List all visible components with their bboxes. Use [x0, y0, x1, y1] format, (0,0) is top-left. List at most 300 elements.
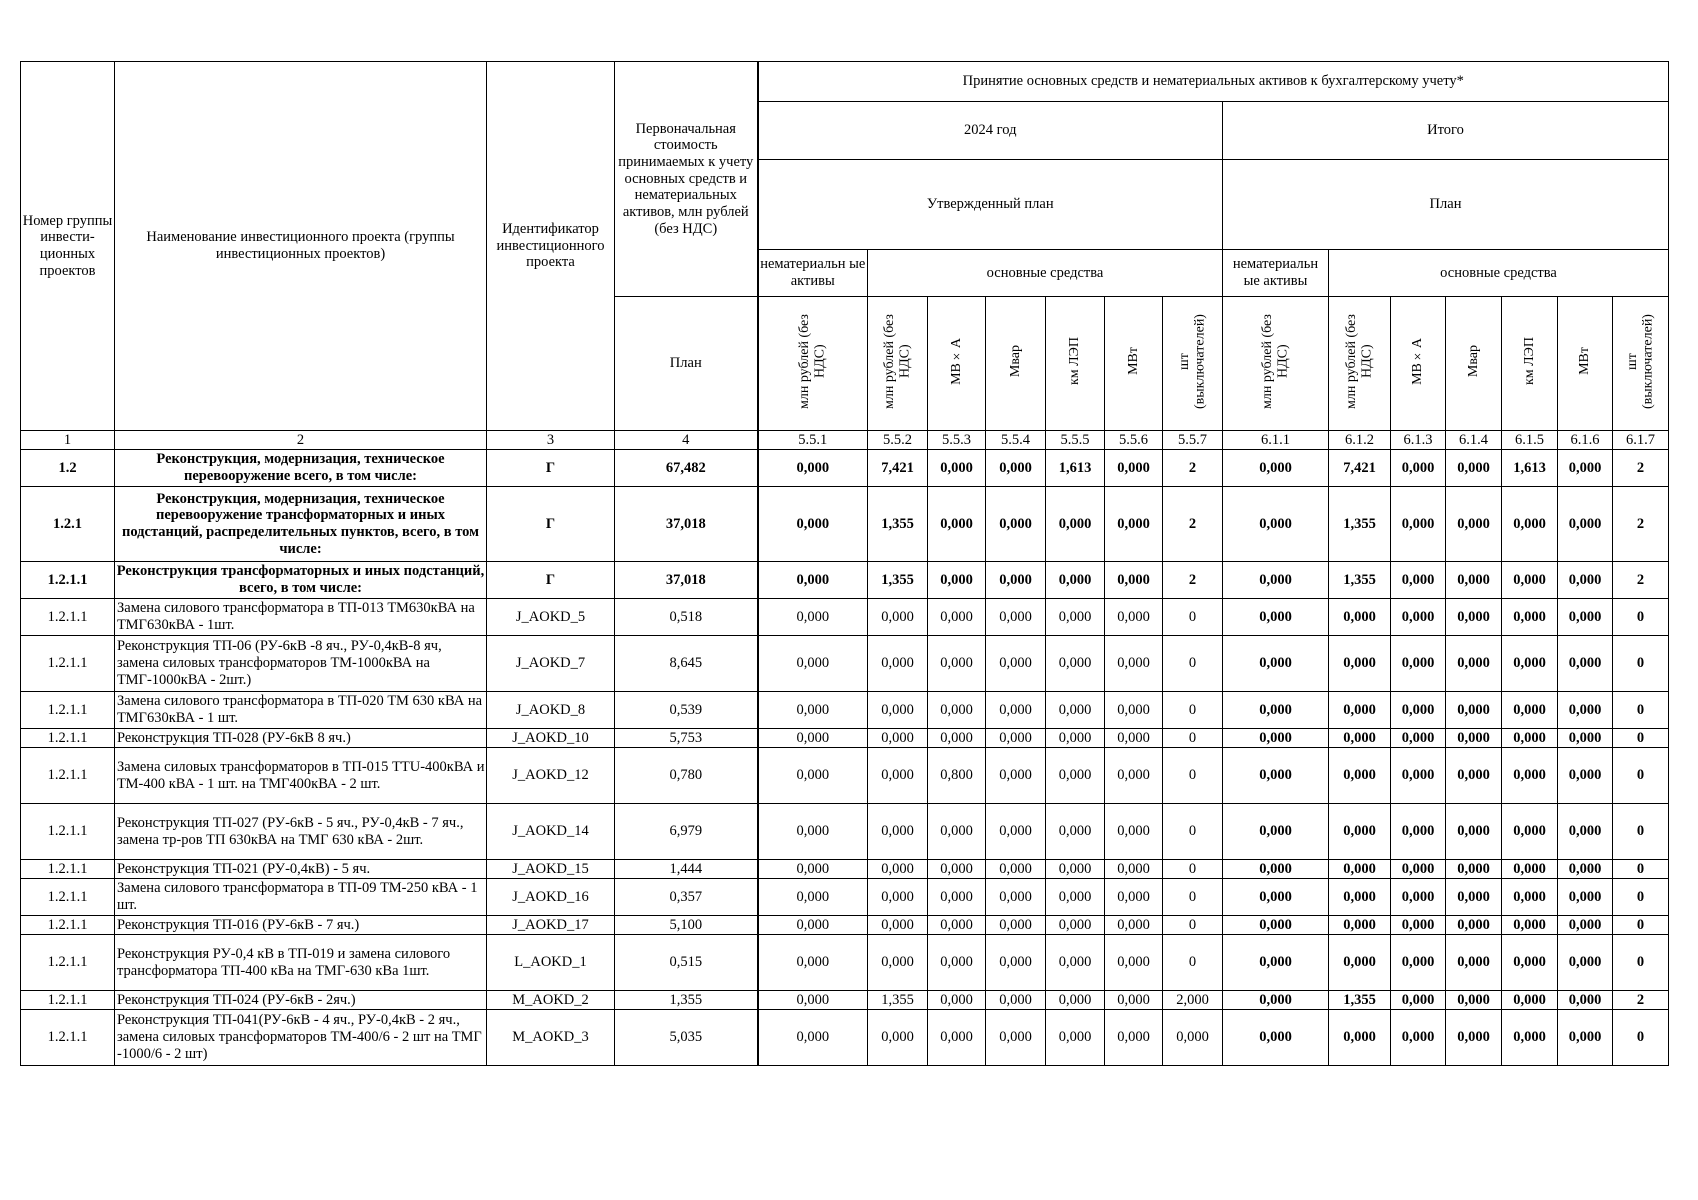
row-initial-cost: 5,100 [615, 916, 758, 935]
column-number: 6.1.3 [1391, 431, 1446, 450]
row-value: 0,000 [868, 916, 928, 935]
row-value: 0 [1613, 636, 1669, 692]
row-value: 0,000 [1223, 487, 1329, 562]
column-number: 3 [487, 431, 615, 450]
header-intangible-total: нематериальн ые активы [1223, 250, 1329, 297]
row-value: 0 [1613, 729, 1669, 748]
table-row [21, 748, 1669, 804]
row-value: 0,000 [986, 636, 1046, 692]
row-value: 0,000 [1329, 860, 1391, 879]
row-value: 0,000 [758, 879, 868, 916]
row-value: 0,000 [1446, 1010, 1502, 1066]
row-value: 1,355 [868, 487, 928, 562]
header-unit-cell [1446, 297, 1502, 431]
row-group-number: 1.2.1.1 [21, 562, 115, 599]
table-row [21, 860, 1669, 879]
row-value: 0,000 [928, 991, 986, 1010]
row-value: 0,000 [1046, 562, 1105, 599]
table-row [21, 916, 1669, 935]
table-row [21, 487, 1669, 562]
row-initial-cost: 5,035 [615, 1010, 758, 1066]
row-value: 0,000 [758, 562, 868, 599]
row-value: 0,000 [986, 487, 1046, 562]
column-number: 6.1.7 [1613, 431, 1669, 450]
row-value: 0,000 [1046, 935, 1105, 991]
row-value: 0,000 [928, 599, 986, 636]
header-plan: План [615, 297, 758, 431]
row-project-name: Реконструкция ТП-027 (РУ-6кВ - 5 яч., РУ-0,4кВ - 7 яч., замена тр-ров ТП 630кВА на ТМГ 630 кВА - 2шт. [115, 804, 487, 860]
row-value: 0 [1163, 935, 1223, 991]
row-value: 0 [1613, 935, 1669, 991]
row-value: 0,000 [986, 450, 1046, 487]
row-value: 0,000 [1446, 562, 1502, 599]
row-value: 0,000 [1046, 991, 1105, 1010]
row-identifier: M_AOKD_2 [487, 991, 615, 1010]
table-row [21, 692, 1669, 729]
row-project-name: Реконструкция ТП-021 (РУ-0,4кВ) - 5 яч. [115, 860, 487, 879]
header-unit-label: МВ×А [1410, 337, 1426, 385]
row-value: 0,000 [986, 692, 1046, 729]
row-value: 0 [1163, 636, 1223, 692]
row-value: 0,000 [758, 636, 868, 692]
row-value: 0,000 [986, 1010, 1046, 1066]
row-value: 0,000 [1105, 1010, 1163, 1066]
row-value: 0,000 [1329, 692, 1391, 729]
row-value: 0,000 [1105, 599, 1163, 636]
row-value: 0,000 [1223, 562, 1329, 599]
header-unit-label: км ЛЭП [1521, 337, 1537, 386]
row-value: 0,000 [1391, 748, 1446, 804]
row-value: 0,000 [758, 935, 868, 991]
row-project-name: Замена силовых трансформаторов в ТП-015 TTU-400кВА и ТМ-400 кВА - 1 шт. на ТМГ400кВА - 2 шт. [115, 748, 487, 804]
header-unit-cell [986, 297, 1046, 431]
row-value: 0,000 [1558, 599, 1613, 636]
table-row [21, 562, 1669, 599]
header-unit-label: млн рублей (без НДС) [1260, 313, 1291, 409]
row-identifier: J_AOKD_14 [487, 804, 615, 860]
row-value: 0,000 [758, 599, 868, 636]
row-group-number: 1.2.1 [21, 487, 115, 562]
row-value: 0 [1163, 860, 1223, 879]
row-value: 0,000 [1105, 636, 1163, 692]
row-value: 0,000 [758, 916, 868, 935]
row-value: 0,000 [1391, 935, 1446, 991]
row-initial-cost: 0,515 [615, 935, 758, 991]
row-value: 0,000 [1446, 879, 1502, 916]
row-value: 2 [1613, 487, 1669, 562]
row-project-name: Реконструкция ТП-028 (РУ-6кВ 8 яч.) [115, 729, 487, 748]
row-value: 1,355 [868, 562, 928, 599]
row-value: 0,000 [1558, 748, 1613, 804]
column-number: 1 [21, 431, 115, 450]
column-number: 5.5.7 [1163, 431, 1223, 450]
row-identifier: Г [487, 562, 615, 599]
header-unit-cell [1329, 297, 1391, 431]
row-value: 0,000 [1558, 916, 1613, 935]
row-identifier: J_AOKD_10 [487, 729, 615, 748]
header-year: 2024 год [758, 102, 1223, 160]
row-value: 0,000 [928, 729, 986, 748]
row-value: 0 [1613, 599, 1669, 636]
row-value: 0,000 [1046, 804, 1105, 860]
row-identifier: J_AOKD_12 [487, 748, 615, 804]
header-unit-label: шт (выключателей) [1625, 313, 1656, 409]
row-value: 0,000 [1105, 991, 1163, 1010]
header-unit-label: МВ×А [948, 337, 964, 385]
row-value: 0,000 [1502, 860, 1558, 879]
row-value: 0,000 [1446, 692, 1502, 729]
header-fixed-assets-total: основные средства [1329, 250, 1669, 297]
row-group-number: 1.2.1.1 [21, 1010, 115, 1066]
row-value: 0,000 [1223, 599, 1329, 636]
row-value: 0,000 [1558, 729, 1613, 748]
row-identifier: L_AOKD_1 [487, 935, 615, 991]
header-total: Итого [1223, 102, 1669, 160]
row-value: 0,800 [928, 748, 986, 804]
row-value: 0,000 [928, 879, 986, 916]
column-number: 4 [615, 431, 758, 450]
header-unit-label: МВт [1125, 347, 1141, 376]
row-value: 0,000 [928, 487, 986, 562]
row-value: 0,000 [986, 748, 1046, 804]
row-value: 0,000 [1446, 450, 1502, 487]
row-project-name: Реконструкция РУ-0,4 кВ в ТП-019 и замена силового трансформатора ТП-400 кВа на ТМГ-630 кВа 1шт. [115, 935, 487, 991]
column-number: 6.1.6 [1558, 431, 1613, 450]
row-value: 0,000 [1558, 991, 1613, 1010]
row-value: 2 [1163, 450, 1223, 487]
header-unit-cell [1502, 297, 1558, 431]
row-value: 0 [1613, 860, 1669, 879]
row-project-name: Реконструкция трансформаторных и иных подстанций, всего, в том числе: [115, 562, 487, 599]
row-value: 0,000 [1391, 1010, 1446, 1066]
row-value: 0,000 [1558, 935, 1613, 991]
row-value: 0,000 [758, 729, 868, 748]
row-initial-cost: 67,482 [615, 450, 758, 487]
column-number: 5.5.4 [986, 431, 1046, 450]
row-value: 0,000 [986, 879, 1046, 916]
column-number: 6.1.2 [1329, 431, 1391, 450]
row-value: 0,000 [928, 636, 986, 692]
header-unit-label: Мвар [1007, 345, 1023, 378]
row-project-name: Реконструкция ТП-041(РУ-6кВ - 4 яч., РУ-0,4кВ - 2 яч., замена силовых трансформаторов ТМ-400/6 - 2 шт на ТМГ -1000/6 - 2 шт) [115, 1010, 487, 1066]
row-value: 0 [1163, 729, 1223, 748]
header-unit-label: млн рублей (без НДС) [797, 313, 828, 409]
header-unit-label: МВт [1577, 347, 1593, 376]
row-value: 0,000 [1446, 599, 1502, 636]
table-row [21, 599, 1669, 636]
row-value: 0,000 [758, 450, 868, 487]
row-project-name: Реконструкция ТП-016 (РУ-6кВ - 7 яч.) [115, 916, 487, 935]
row-initial-cost: 0,518 [615, 599, 758, 636]
row-value: 0,000 [868, 860, 928, 879]
row-value: 0,000 [1391, 636, 1446, 692]
row-value: 0,000 [1502, 636, 1558, 692]
row-value: 0,000 [1558, 1010, 1613, 1066]
table-row [21, 879, 1669, 916]
row-value: 0,000 [868, 935, 928, 991]
row-value: 0,000 [1502, 599, 1558, 636]
row-value: 0,000 [1105, 935, 1163, 991]
row-value: 0,000 [986, 562, 1046, 599]
row-value: 0,000 [986, 916, 1046, 935]
row-value: 0,000 [1391, 487, 1446, 562]
row-value: 0,000 [1391, 991, 1446, 1010]
row-value: 0,000 [1329, 729, 1391, 748]
row-value: 0,000 [1446, 804, 1502, 860]
row-value: 1,613 [1046, 450, 1105, 487]
row-value: 0,000 [1329, 636, 1391, 692]
row-value: 0,000 [1105, 487, 1163, 562]
row-value: 0,000 [1223, 879, 1329, 916]
row-group-number: 1.2.1.1 [21, 636, 115, 692]
row-value: 0,000 [1391, 692, 1446, 729]
row-value: 0,000 [868, 1010, 928, 1066]
row-group-number: 1.2.1.1 [21, 916, 115, 935]
row-value: 0,000 [1558, 562, 1613, 599]
row-value: 0,000 [986, 860, 1046, 879]
row-value: 0,000 [1446, 487, 1502, 562]
row-value: 7,421 [1329, 450, 1391, 487]
row-value: 0,000 [1223, 450, 1329, 487]
header-fixed-assets-2024: основные средства [868, 250, 1223, 297]
row-value: 0,000 [1105, 879, 1163, 916]
row-value: 0 [1613, 748, 1669, 804]
table-row [21, 935, 1669, 991]
row-value: 0,000 [928, 860, 986, 879]
row-value: 0,000 [1046, 729, 1105, 748]
row-value: 0,000 [1329, 748, 1391, 804]
table-row [21, 1010, 1669, 1066]
column-number: 6.1.5 [1502, 431, 1558, 450]
row-project-name: Реконструкция ТП-06 (РУ-6кВ -8 яч., РУ-0,4кВ-8 яч, замена силовых трансформаторов ТМ-1000кВА на ТМГ-1000кВА - 2шт.) [115, 636, 487, 692]
column-number-row [21, 431, 1669, 450]
row-value: 1,613 [1502, 450, 1558, 487]
row-group-number: 1.2.1.1 [21, 804, 115, 860]
table-row [21, 636, 1669, 692]
row-value: 0,000 [928, 692, 986, 729]
row-value: 0,000 [1046, 879, 1105, 916]
row-value: 0,000 [758, 487, 868, 562]
header-unit-cell [1391, 297, 1446, 431]
row-value: 0,000 [1558, 487, 1613, 562]
row-group-number: 1.2.1.1 [21, 935, 115, 991]
row-value: 0 [1613, 916, 1669, 935]
row-value: 0,000 [758, 748, 868, 804]
table-row [21, 450, 1669, 487]
row-value: 0 [1163, 804, 1223, 860]
row-value: 1,355 [1329, 487, 1391, 562]
row-value: 0,000 [1391, 599, 1446, 636]
row-initial-cost: 37,018 [615, 487, 758, 562]
row-identifier: J_AOKD_7 [487, 636, 615, 692]
row-value: 0,000 [1391, 729, 1446, 748]
row-value: 0,000 [1502, 1010, 1558, 1066]
row-value: 0,000 [986, 599, 1046, 636]
header-intangible-2024: нематериальн ые активы [758, 250, 868, 297]
row-value: 0,000 [1502, 692, 1558, 729]
row-value: 0,000 [1502, 991, 1558, 1010]
row-value: 0 [1163, 692, 1223, 729]
row-value: 0,000 [1446, 935, 1502, 991]
row-value: 0,000 [758, 991, 868, 1010]
row-value: 0,000 [928, 1010, 986, 1066]
row-value: 2 [1613, 991, 1669, 1010]
row-group-number: 1.2.1.1 [21, 599, 115, 636]
row-value: 0,000 [1105, 729, 1163, 748]
row-value: 0,000 [1046, 487, 1105, 562]
row-value: 0,000 [758, 804, 868, 860]
row-value: 0,000 [1558, 636, 1613, 692]
row-initial-cost: 37,018 [615, 562, 758, 599]
row-value: 0,000 [1329, 935, 1391, 991]
row-value: 0,000 [928, 562, 986, 599]
row-value: 0 [1163, 916, 1223, 935]
header-group-number: Номер группы инвести-ционных проектов [21, 62, 115, 431]
row-project-name: Реконструкция, модернизация, техническое перевооружение всего, в том числе: [115, 450, 487, 487]
row-value: 0,000 [1223, 729, 1329, 748]
row-value: 0,000 [1446, 729, 1502, 748]
column-number: 6.1.4 [1446, 431, 1502, 450]
row-value: 0,000 [868, 804, 928, 860]
row-value: 0,000 [1329, 804, 1391, 860]
row-value: 0,000 [986, 991, 1046, 1010]
row-value: 0,000 [1105, 860, 1163, 879]
header-plan-total: План [1223, 160, 1669, 250]
row-value: 0,000 [1558, 450, 1613, 487]
row-value: 2 [1163, 562, 1223, 599]
column-number: 5.5.6 [1105, 431, 1163, 450]
row-value: 0,000 [1391, 450, 1446, 487]
row-initial-cost: 8,645 [615, 636, 758, 692]
row-value: 0,000 [868, 879, 928, 916]
table-row [21, 729, 1669, 748]
row-group-number: 1.2 [21, 450, 115, 487]
row-value: 0,000 [1329, 879, 1391, 916]
row-value: 0,000 [986, 804, 1046, 860]
row-value: 0,000 [1502, 916, 1558, 935]
table-row [21, 804, 1669, 860]
row-project-name: Замена силового трансформатора в ТП-09 ТМ-250 кВА - 1 шт. [115, 879, 487, 916]
row-value: 0,000 [1105, 692, 1163, 729]
row-value: 0,000 [1391, 916, 1446, 935]
row-value: 0,000 [928, 804, 986, 860]
row-group-number: 1.2.1.1 [21, 860, 115, 879]
row-group-number: 1.2.1.1 [21, 879, 115, 916]
row-value: 0,000 [1105, 450, 1163, 487]
row-value: 2,000 [1163, 991, 1223, 1010]
row-value: 7,421 [868, 450, 928, 487]
row-value: 0,000 [1502, 748, 1558, 804]
row-value: 0,000 [1502, 935, 1558, 991]
row-value: 0,000 [868, 729, 928, 748]
header-unit-cell [758, 297, 868, 431]
header-identifier: Идентификатор инвестиционного проекта [487, 62, 615, 431]
row-value: 0,000 [758, 1010, 868, 1066]
row-project-name: Реконструкция ТП-024 (РУ-6кВ - 2яч.) [115, 991, 487, 1010]
row-value: 2 [1163, 487, 1223, 562]
row-value: 0,000 [1391, 879, 1446, 916]
row-value: 0,000 [928, 935, 986, 991]
header-unit-cell [928, 297, 986, 431]
row-value: 1,355 [1329, 562, 1391, 599]
row-value: 0,000 [1223, 935, 1329, 991]
header-unit-label: млн рублей (без НДС) [882, 313, 913, 409]
row-value: 0 [1163, 748, 1223, 804]
row-value: 0,000 [1105, 916, 1163, 935]
row-identifier: J_AOKD_8 [487, 692, 615, 729]
table-row [21, 991, 1669, 1010]
row-initial-cost: 0,780 [615, 748, 758, 804]
row-value: 0,000 [1105, 804, 1163, 860]
row-value: 0,000 [1502, 562, 1558, 599]
header-unit-label: млн рублей (без НДС) [1344, 313, 1375, 409]
row-initial-cost: 5,753 [615, 729, 758, 748]
header-unit-cell [1163, 297, 1223, 431]
header-unit-cell [1105, 297, 1163, 431]
row-value: 0,000 [928, 916, 986, 935]
row-value: 0,000 [1502, 879, 1558, 916]
row-value: 0,000 [1329, 599, 1391, 636]
header-project-name: Наименование инвестиционного проекта (группы инвестиционных проектов) [115, 62, 487, 431]
column-number: 5.5.5 [1046, 431, 1105, 450]
row-value: 2 [1613, 450, 1669, 487]
header-unit-cell [1223, 297, 1329, 431]
row-value: 0,000 [1105, 562, 1163, 599]
row-value: 0,000 [1502, 729, 1558, 748]
column-number: 5.5.3 [928, 431, 986, 450]
row-value: 0,000 [1046, 748, 1105, 804]
header-unit-cell [868, 297, 928, 431]
row-initial-cost: 6,979 [615, 804, 758, 860]
row-identifier: J_AOKD_17 [487, 916, 615, 935]
row-value: 0,000 [868, 692, 928, 729]
header-initial-cost: Первоначальная стоимость принимаемых к учету основных средств и нематериальных активов, млн рублей (без НДС) [615, 62, 758, 297]
row-value: 0,000 [1558, 804, 1613, 860]
row-value: 0,000 [758, 692, 868, 729]
row-identifier: J_AOKD_16 [487, 879, 615, 916]
row-value: 0,000 [1502, 804, 1558, 860]
row-value: 0 [1613, 1010, 1669, 1066]
row-value: 0,000 [1329, 916, 1391, 935]
row-group-number: 1.2.1.1 [21, 692, 115, 729]
row-value: 0,000 [1046, 916, 1105, 935]
header-row-1 [21, 62, 1669, 102]
header-unit-label: Мвар [1465, 345, 1481, 378]
column-number: 5.5.2 [868, 431, 928, 450]
header-unit-cell [1558, 297, 1613, 431]
row-project-name: Замена силового трансформатора в ТП-013 ТМ630кВА на ТМГ630кВА - 1шт. [115, 599, 487, 636]
row-value: 0,000 [1558, 879, 1613, 916]
row-value: 0,000 [986, 935, 1046, 991]
row-value: 0,000 [986, 729, 1046, 748]
row-initial-cost: 0,539 [615, 692, 758, 729]
row-value: 0,000 [758, 860, 868, 879]
row-value: 0,000 [1046, 860, 1105, 879]
row-value: 0,000 [1223, 860, 1329, 879]
header-approved-plan: Утвержденный план [758, 160, 1223, 250]
row-value: 0 [1163, 599, 1223, 636]
row-value: 0,000 [1502, 487, 1558, 562]
row-value: 0,000 [1046, 692, 1105, 729]
row-value: 0,000 [1163, 1010, 1223, 1066]
row-identifier: Г [487, 450, 615, 487]
row-value: 0,000 [1446, 636, 1502, 692]
row-value: 0,000 [1446, 991, 1502, 1010]
row-value: 0,000 [1223, 1010, 1329, 1066]
row-value: 0,000 [928, 450, 986, 487]
row-value: 0,000 [1105, 748, 1163, 804]
row-value: 0,000 [1391, 804, 1446, 860]
